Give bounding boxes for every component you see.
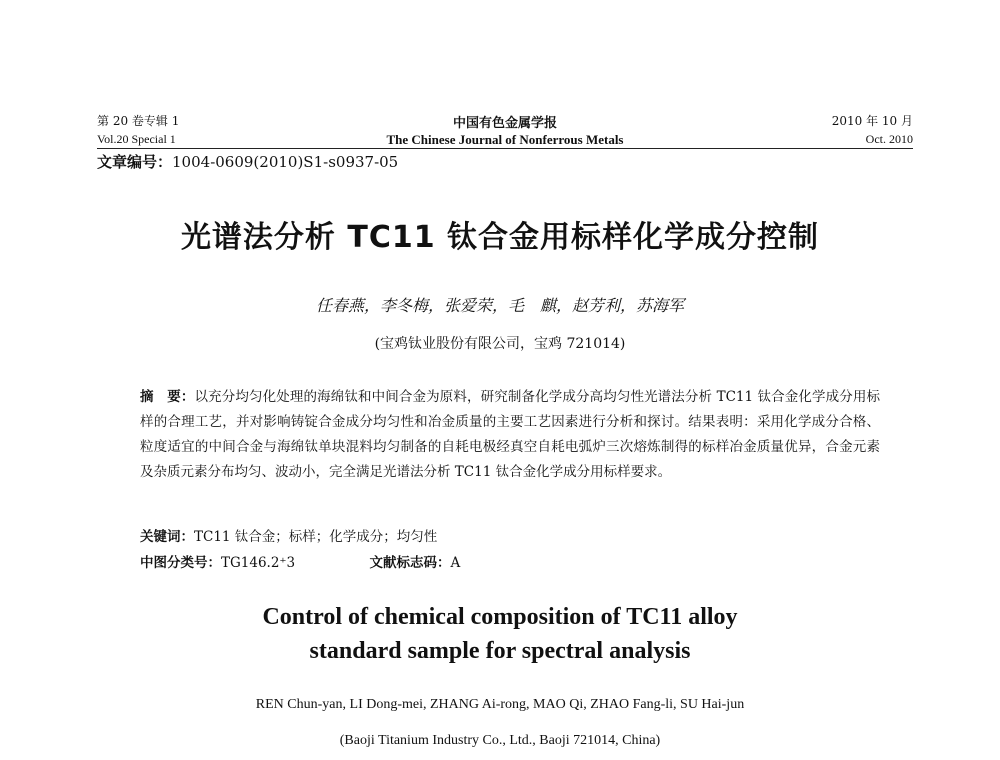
title-en-line-1: Control of chemical composition of TC11 alloy bbox=[262, 604, 738, 630]
date-en: Oct. 2010 bbox=[865, 132, 913, 146]
abstract-cn bbox=[140, 385, 880, 485]
classification-value: TG146.2⁺3 bbox=[221, 555, 296, 571]
date-cn: 2010 年 10 月 bbox=[831, 114, 913, 128]
title-en bbox=[0, 600, 1000, 668]
journal-name-cn: 中国有色金属学报 bbox=[452, 116, 557, 131]
classification-label: 中图分类号： bbox=[140, 555, 221, 571]
volume-en: Vol.20 Special 1 bbox=[97, 132, 176, 146]
header-rule bbox=[97, 148, 913, 149]
article-number-label: 文章编号： bbox=[97, 153, 173, 171]
document-code-value: A bbox=[450, 555, 461, 571]
authors-cn: 任春燕，李冬梅，张爱荣，毛 麒，赵芳利，苏海军 bbox=[315, 296, 684, 315]
title-en-line-2: standard sample for spectral analysis bbox=[309, 638, 691, 664]
abstract-text: 以充分均匀化处理的海绵钛和中间合金为原料，研究制备化学成分高均匀性光谱法分析 TC11 钛合金化学成分用标样的合理工艺，并对影响铸锭合金成分均匀性和冶金质量的主要工艺因素进行分析和探讨。结果表明：采用化学成分合格、粒度适宜的中间合金与海绵钛单块混料均匀制备的自耗电极经真空自耗电弧炉三次熔炼制得的标样冶金质量优异，合金元素及杂质元素分布均匀、波动小，完全满足光谱法分析 TC11 钛合金化学成分用标样要求。 bbox=[140, 389, 881, 480]
journal-name-en: The Chinese Journal of Nonferrous Metals bbox=[386, 132, 624, 147]
document-code-label: 文献标志码： bbox=[369, 555, 451, 571]
keywords-cn bbox=[140, 525, 880, 545]
affiliation-cn: (宝鸡钛业股份有限公司，宝鸡 721014) bbox=[374, 336, 626, 352]
running-header-cn bbox=[97, 112, 913, 130]
affiliation-en: (Baoji Titanium Industry Co., Ltd., Baoji 721014, China) bbox=[339, 733, 661, 748]
volume-cn: 第 20 卷专辑 1 bbox=[97, 114, 180, 128]
authors-en: REN Chun-yan, LI Dong-mei, ZHANG Ai-rong, MAO Qi, ZHAO Fang-li, SU Hai-jun bbox=[255, 697, 745, 712]
article-number bbox=[97, 151, 398, 172]
keywords-label: 关键词： bbox=[140, 529, 194, 545]
classification-line bbox=[140, 551, 880, 571]
abstract-label: 摘 要： bbox=[140, 389, 195, 405]
running-header-en bbox=[97, 132, 913, 148]
keywords-text: TC11 钛合金；标样；化学成分；均匀性 bbox=[194, 529, 438, 545]
article-number-value: 1004-0609(2010)S1-s0937-05 bbox=[172, 153, 399, 171]
title-cn: 光谱法分析 TC11 钛合金用标样化学成分控制 bbox=[180, 220, 820, 255]
